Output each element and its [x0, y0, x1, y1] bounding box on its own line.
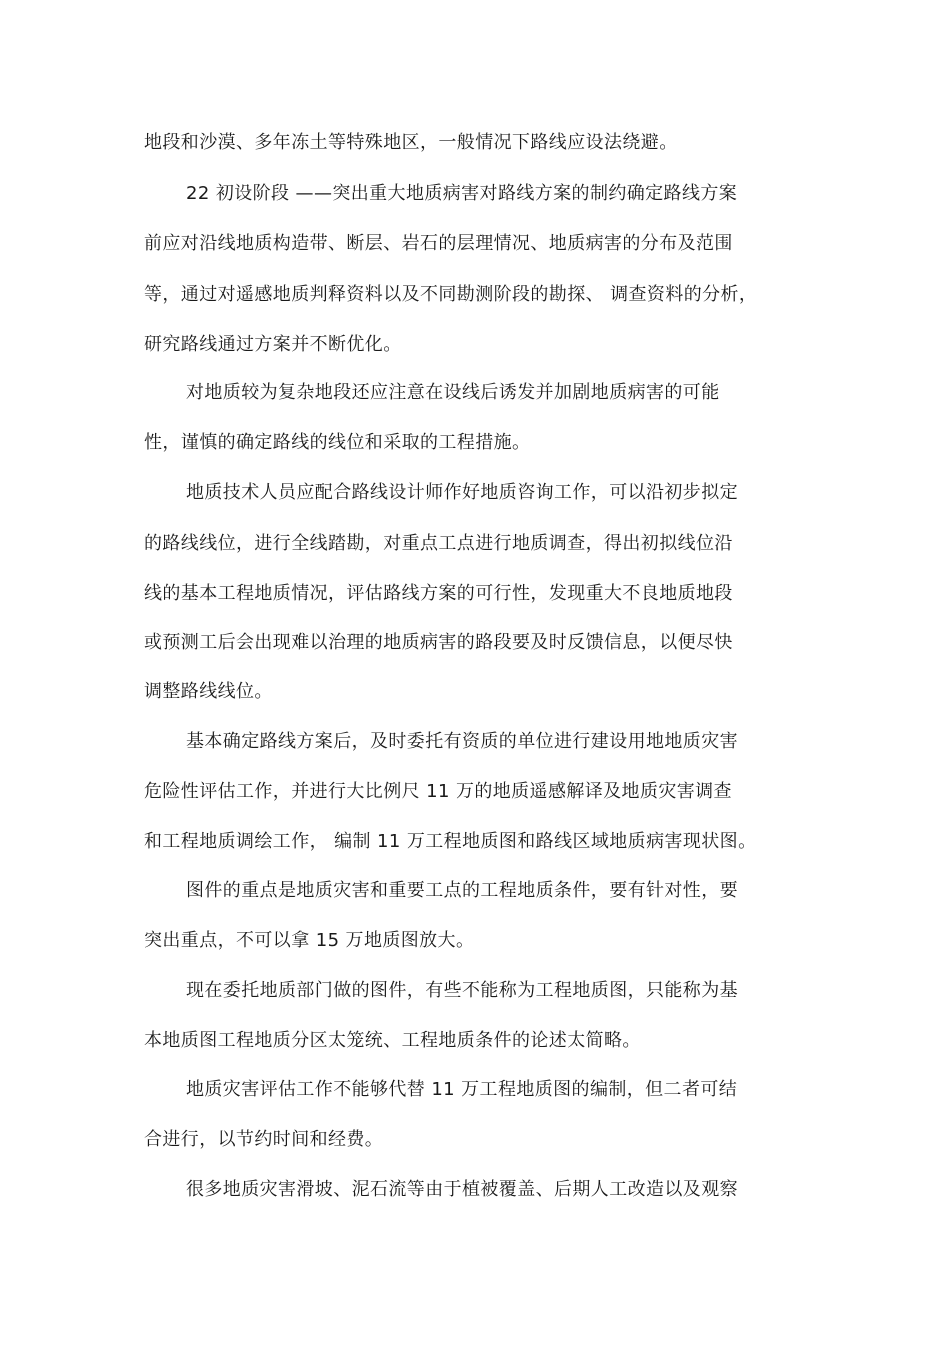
- text-line: 基本确定路线方案后，及时委托有资质的单位进行建设用地地质灾害: [186, 731, 738, 752]
- text-line: 本地质图工程地质分区太笼统、工程地质条件的论述太简略。: [144, 1030, 641, 1051]
- text-line: 线的基本工程地质情况，评估路线方案的可行性，发现重大不良地质地段: [144, 583, 733, 604]
- text-line: 前应对沿线地质构造带、断层、岩石的层理情况、地质病害的分布及范围: [144, 233, 733, 254]
- text-line: 研究路线通过方案并不断优化。: [144, 334, 402, 355]
- text-line: 图件的重点是地质灾害和重要工点的工程地质条件，要有针对性，要: [186, 880, 738, 901]
- text-line: 突出重点，不可以拿 15 万地质图放大。: [144, 930, 475, 951]
- text-line: 的路线线位，进行全线踏勘，对重点工点进行地质调查，得出初拟线位沿: [144, 533, 733, 554]
- text-line: 地质技术人员应配合路线设计师作好地质咨询工作，可以沿初步拟定: [186, 482, 738, 503]
- text-line: 危险性评估工作，并进行大比例尺 11 万的地质遥感解译及地质灾害调查: [144, 781, 732, 802]
- text-line: 22 初设阶段 ——突出重大地质病害对路线方案的制约确定路线方案: [186, 183, 738, 204]
- text-line: 地质灾害评估工作不能够代替 11 万工程地质图的编制，但二者可结: [186, 1079, 738, 1100]
- text-line: 地段和沙漠、多年冻土等特殊地区，一般情况下路线应设法绕避。: [144, 132, 678, 153]
- text-line: 调整路线线位。: [144, 681, 273, 702]
- text-line: 对地质较为复杂地段还应注意在设线后诱发并加剧地质病害的可能: [186, 382, 720, 403]
- text-line: 和工程地质调绘工作， 编制 11 万工程地质图和路线区域地质病害现状图。: [144, 831, 757, 852]
- text-line: 很多地质灾害滑坡、泥石流等由于植被覆盖、后期人工改造以及观察: [186, 1179, 738, 1200]
- text-line: 性，谨慎的确定路线的线位和采取的工程措施。: [144, 432, 531, 453]
- text-line: 等，通过对遥感地质判释资料以及不同勘测阶段的勘探、 调查资料的分析，: [144, 284, 758, 305]
- text-line: 合进行，以节约时间和经费。: [144, 1129, 384, 1150]
- text-line: 或预测工后会出现难以治理的地质病害的路段要及时反馈信息，以便尽快: [144, 632, 733, 653]
- text-line: 现在委托地质部门做的图件，有些不能称为工程地质图，只能称为基: [186, 980, 738, 1001]
